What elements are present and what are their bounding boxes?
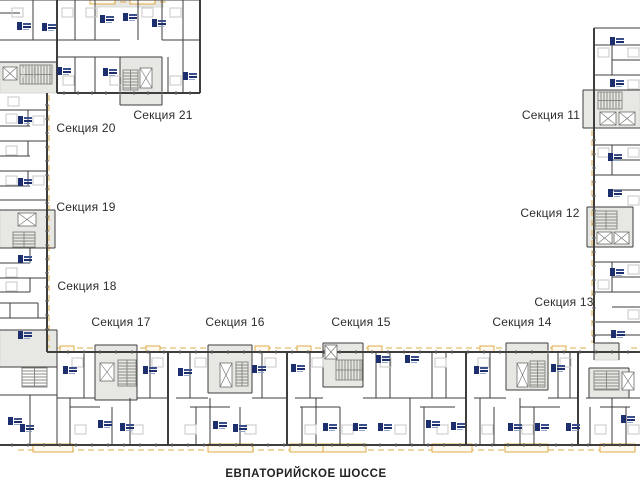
developer-logo-stamp-icon — [291, 364, 305, 372]
developer-logo-stamp-icon — [100, 15, 114, 23]
developer-logo-stamp-icon — [378, 423, 392, 431]
developer-logo-stamp-icon — [143, 366, 157, 374]
developer-logo-stamp-icon — [451, 422, 465, 430]
developer-logo-stamp-icon — [611, 330, 625, 338]
developer-logo-stamp-icon — [213, 421, 227, 429]
section-label-21: Секция 21 — [133, 108, 193, 122]
developer-logo-stamp-icon — [233, 424, 247, 432]
developer-logo-stamp-icon — [63, 366, 77, 374]
developer-logo-stamp-icon — [551, 364, 565, 372]
developer-logo-stamp-icon — [18, 178, 32, 186]
developer-logo-stamp-icon — [98, 420, 112, 428]
developer-logo-stamp-icon — [18, 255, 32, 263]
developer-logo-stamp-icon — [18, 116, 32, 124]
developer-logo-stamp-icon — [178, 368, 192, 376]
developer-logo-stamp-icon — [8, 417, 22, 425]
developer-logo-stamp-icon — [103, 68, 117, 76]
developer-logo-stamp-icon — [535, 423, 549, 431]
developer-logo-stamp-icon — [353, 423, 367, 431]
developer-logo-stamp-icon — [152, 19, 166, 27]
section-label-14: Секция 14 — [492, 315, 552, 329]
section-label-18: Секция 18 — [57, 279, 117, 293]
road-label: ЕВПАТОРИЙСКОЕ ШОССЕ — [225, 468, 387, 480]
developer-logo-stamp-icon — [42, 23, 56, 31]
developer-logo-stamp-icon — [123, 13, 137, 21]
section-label-11: Секция 11 — [521, 108, 581, 122]
section-label-19: Секция 19 — [56, 200, 116, 214]
section-label-12: Секция 12 — [520, 206, 580, 220]
developer-logo-stamp-icon — [610, 268, 624, 276]
developer-logo-stamp-icon — [610, 37, 624, 45]
section-label-15: Секция 15 — [331, 315, 391, 329]
developer-logo-stamp-icon — [426, 420, 440, 428]
developer-logo-stamp-icon — [474, 366, 488, 374]
section-label-17: Секция 17 — [91, 315, 151, 329]
section-label-13: Секция 13 — [534, 295, 594, 309]
developer-logo-stamp-icon — [17, 22, 31, 30]
developer-logo-stamp-icon — [57, 67, 71, 75]
developer-logo-stamp-icon — [608, 153, 622, 161]
developer-logo-stamp-icon — [508, 423, 522, 431]
developer-logo-stamp-icon — [18, 331, 32, 339]
developer-logo-stamp-icon — [608, 189, 622, 197]
developer-logo-stamp-icon — [405, 355, 419, 363]
developer-logo-stamp-icon — [20, 424, 34, 432]
developer-logo-stamp-icon — [120, 423, 134, 431]
developer-logo-stamp-icon — [252, 365, 266, 373]
developer-logo-stamp-icon — [376, 355, 390, 363]
section-label-16: Секция 16 — [205, 315, 265, 329]
developer-logo-stamp-icon — [183, 72, 197, 80]
developer-logo-stamp-icon — [323, 423, 337, 431]
developer-logo-stamp-icon — [610, 79, 624, 87]
developer-logo-stamp-icon — [566, 423, 580, 431]
section-label-20: Секция 20 — [56, 121, 116, 135]
developer-logo-stamp-icon — [621, 415, 635, 423]
